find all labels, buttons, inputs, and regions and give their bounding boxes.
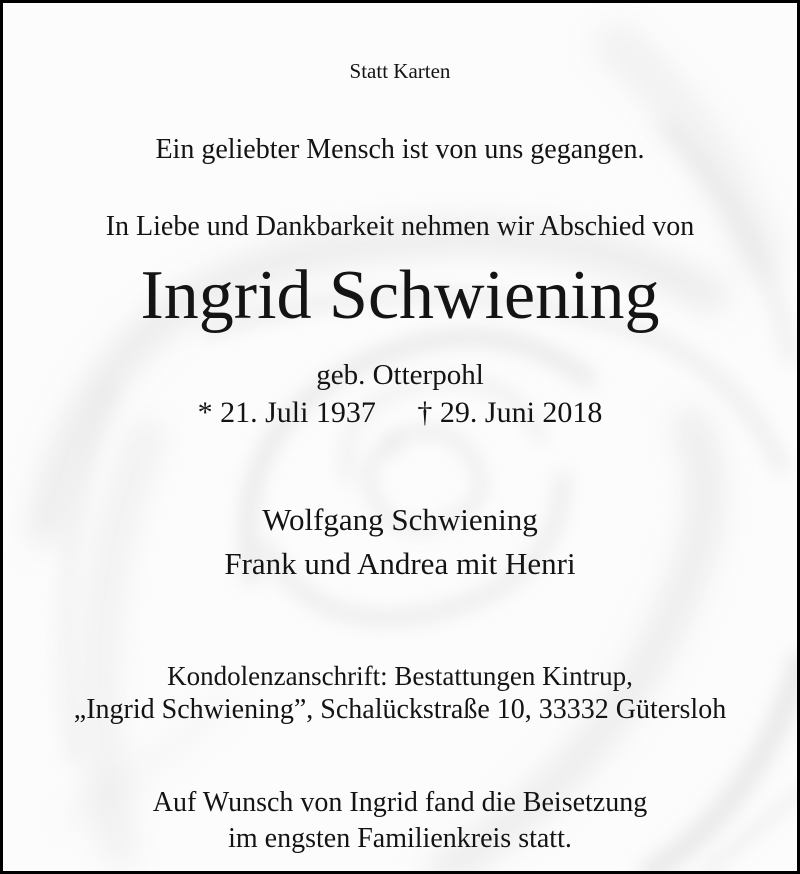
intro-line-2: In Liebe und Dankbarkeit nehmen wir Abschied von [105, 211, 695, 242]
closing-line-2: im engsten Familienkreis statt. [228, 823, 572, 854]
pre-header-statt-karten: Statt Karten [349, 59, 451, 83]
condolence-address-line-2: „Ingrid Schwiening”, Schalückstraße 10, 33332 Gütersloh [73, 694, 727, 725]
mourner-line-1: Wolfgang Schwiening [262, 502, 538, 537]
mourner-line-2: Frank und Andrea mit Henri [224, 546, 576, 581]
birth-date: * 21. Juli 1937 [197, 396, 376, 429]
condolence-address-line-1: Kondolenzanschrift: Bestattungen Kintrup, [167, 661, 633, 691]
deceased-name: Ingrid Schwiening [140, 257, 660, 334]
death-date: † 29. Juni 2018 [417, 396, 603, 429]
maiden-name: geb. Otterpohl [316, 359, 484, 391]
intro-line-1: Ein geliebter Mensch ist von uns gegangen. [155, 134, 645, 165]
closing-line-1: Auf Wunsch von Ingrid fand die Beisetzung [152, 787, 648, 818]
life-dates [3, 396, 797, 431]
